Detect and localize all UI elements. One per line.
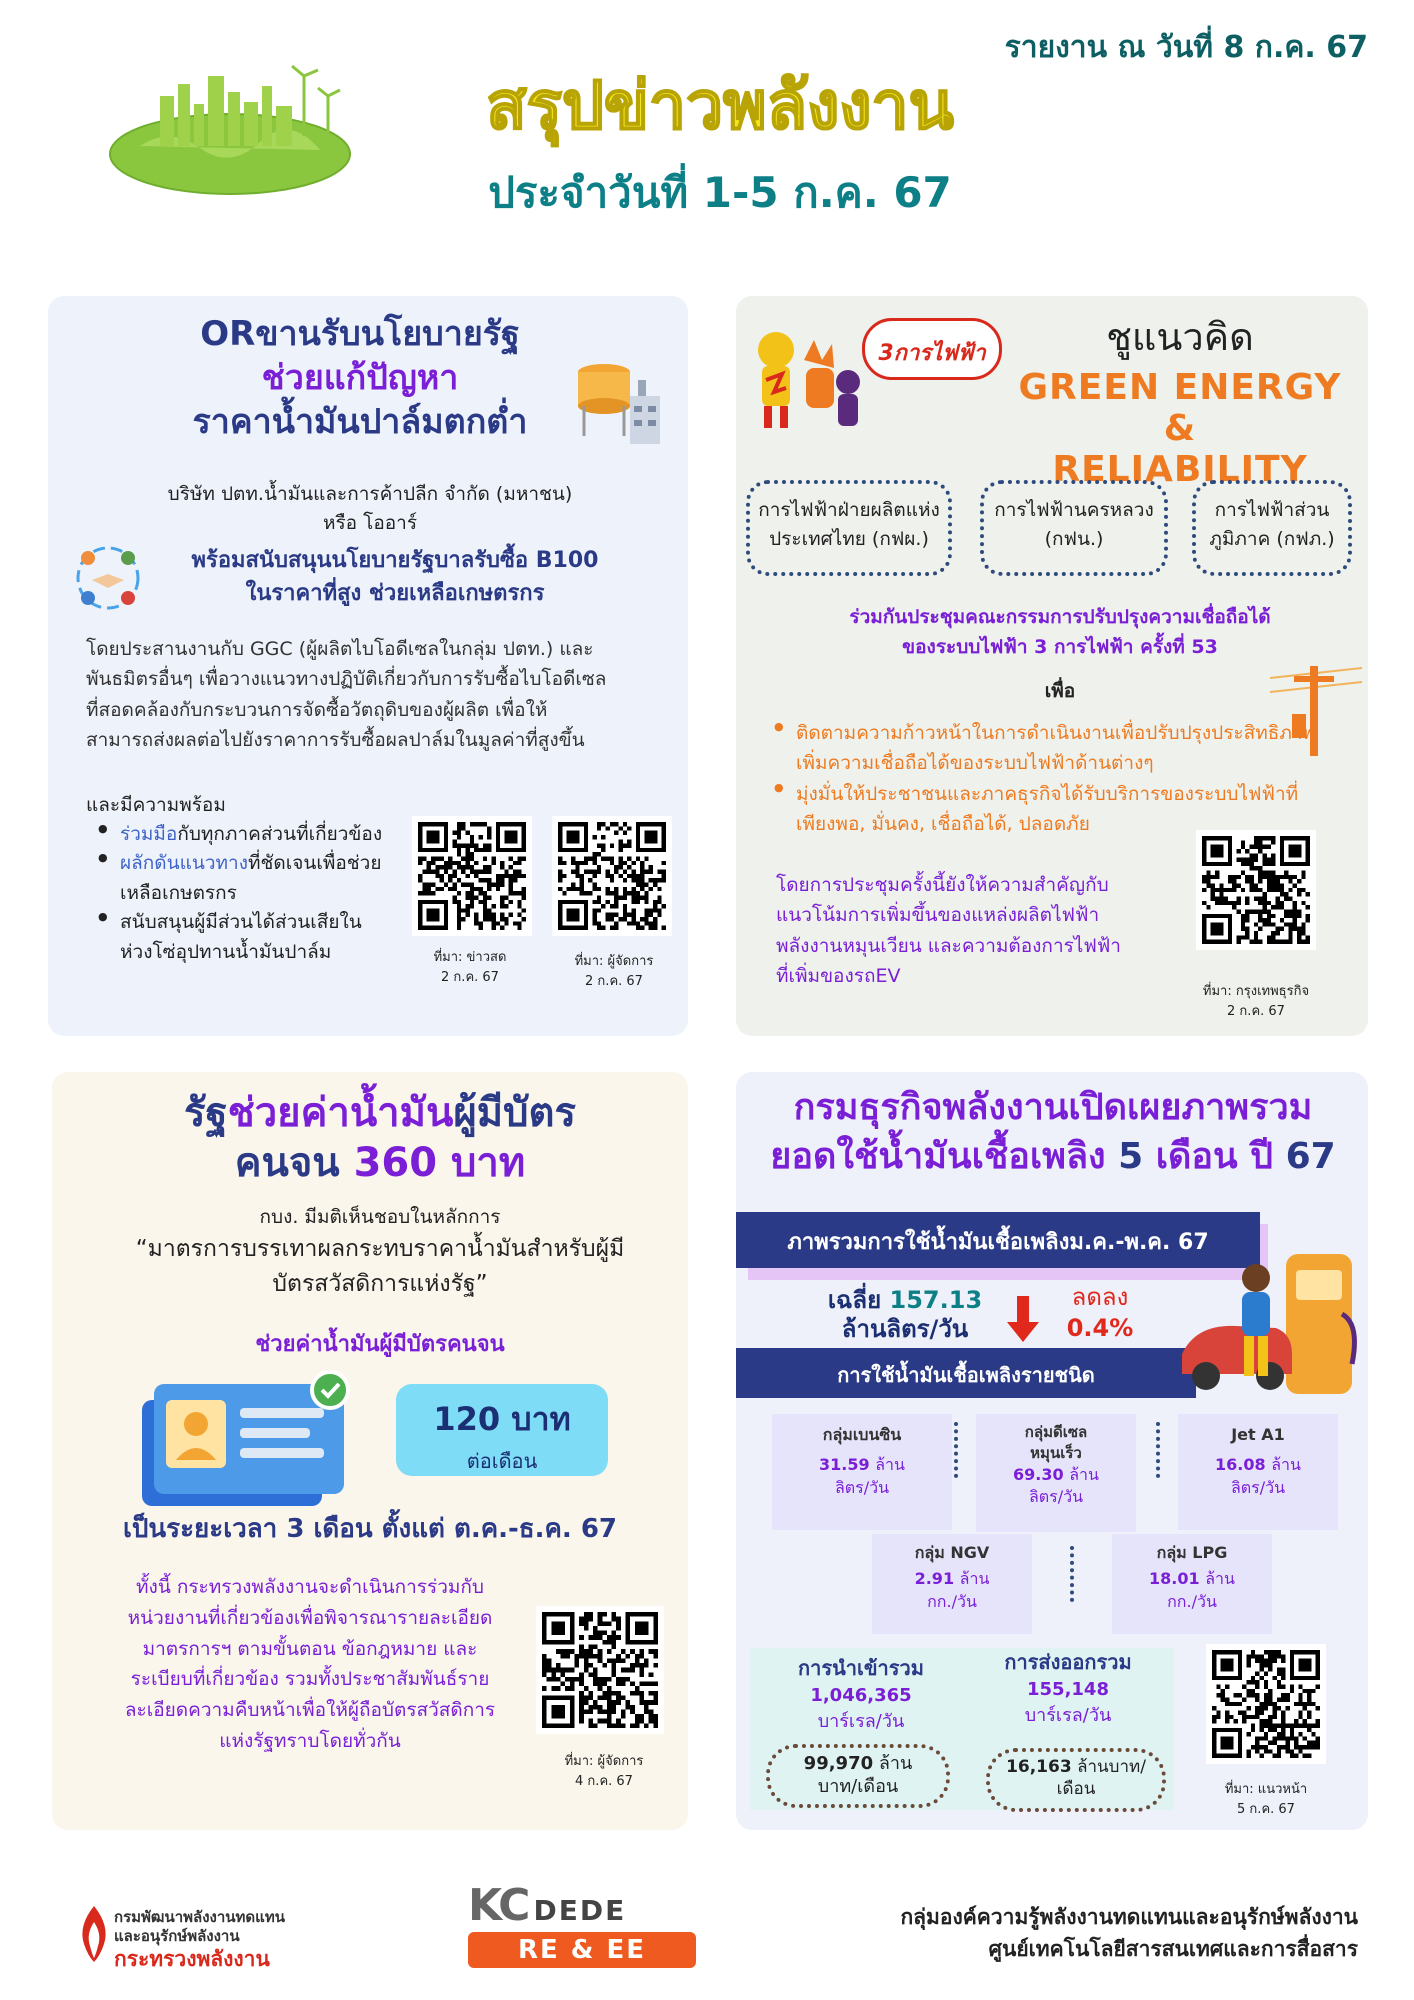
import-money-box (766, 1744, 950, 1808)
import-money-unit1: ล้าน (878, 1753, 913, 1774)
or-bullet-1-text: กับทุกภาคส่วนที่เกี่ยวข้อง (177, 823, 383, 845)
or-source-2 (544, 952, 684, 991)
or-bullet-1 (94, 820, 390, 849)
ministry-name: กระทรวงพลังงาน (114, 1946, 270, 1971)
or-company (100, 480, 640, 539)
or-bullet-list (94, 820, 390, 967)
refinery-tank-icon (572, 356, 668, 452)
green-note-line3: พลังงานหมุนเวียน และความต้องการไฟฟ้า (776, 934, 1121, 957)
diesel-card (976, 1414, 1136, 1532)
qr-code-manager-1[interactable] (552, 816, 672, 936)
welfare-source (534, 1752, 674, 1791)
or-paragraph-line4: สามารถส่งผลต่อไปยังราคาการรับซื้อผลปาล์มในมูลค่าที่สูงขึ้น (86, 729, 585, 752)
welfare-measure-line2: บัตรสวัสดิการแห่งรัฐ” (272, 1270, 488, 1297)
green-bullet-2: ● มุ่งมั่นให้ประชาชนและภาคธุรกิจได้รับบริการของระบบไฟฟ้าที่เพียงพอ, มั่นคง, เชื่อถือได้, ปลอดภัย (770, 779, 1336, 840)
import-money: 99,970 (803, 1753, 874, 1774)
green-note (776, 870, 1176, 992)
or-paragraph (86, 634, 666, 756)
kc-logo-bar (468, 1932, 696, 1968)
or-title-line1: ORขานรับนโยบายรัฐ (200, 314, 520, 354)
welfare-title2-b: 360 (353, 1140, 438, 1186)
lpg-unit1: ล้าน (1205, 1569, 1235, 1589)
egat-box (746, 480, 952, 576)
welfare-approve-line: กบง. มีมติเห็นชอบในหลักการ (259, 1206, 501, 1228)
footer-group: กลุ่มองค์ความรู้พลังงานทดแทนและอนุรักษ์พลังงาน (900, 1905, 1358, 1929)
decrease-value: 0.4% (1066, 1314, 1134, 1343)
lpg-label: กลุ่ม LPG (1156, 1543, 1228, 1562)
import-unit: บาร์เรล/วัน (817, 1711, 905, 1733)
report-date: รายงาน ณ วันที่ 8 ก.ค. 67 (1004, 30, 1368, 65)
three-utilities-badge-text: 3การไฟฟ้า (878, 341, 986, 366)
welfare-note (90, 1572, 530, 1757)
welfare-title-line2 (110, 1138, 650, 1188)
welfare-help-label: ช่วยค่าน้ำมันผู้มีบัตรคนจน (255, 1332, 505, 1357)
green-note-line2: แนวโน้มการเพิ่มขึ้นของแหล่งผลิตไฟฟ้า (776, 904, 1100, 927)
mea-box (980, 480, 1168, 576)
or-source-2-label: ที่มา: ผู้จัดการ (574, 954, 654, 969)
kc-logo-kc: KC (468, 1880, 529, 1931)
export-unit: บาร์เรล/วัน (1024, 1705, 1112, 1727)
green-bullet-list (770, 718, 1336, 840)
or-paragraph-line1: โดยประสานงานกับ GGC (ผู้ผลิตไบโอดีเซลในกลุ่ม ปตท.) และ (86, 638, 594, 660)
import-label: การนำเข้ารวม (798, 1656, 924, 1680)
green-title-line1: ชูแนวคิด (1106, 315, 1254, 359)
export-money: 16,163 (1006, 1757, 1072, 1777)
fuel-title-line1: กรมธุรกิจพลังงานเปิดเผยภาพรวม (793, 1087, 1313, 1128)
welfare-note-line3: มาตรการฯ ตามขั้นตอน ข้อกฎหมาย และ (142, 1637, 478, 1660)
or-title-line3: ราคาน้ำมันปาล์มตกต่ำ (192, 402, 528, 443)
or-highlight-line2: ในราคาที่สูง ช่วยเหลือเกษตรกร (245, 581, 545, 606)
or-source-1 (400, 948, 540, 987)
ngv-card (872, 1534, 1032, 1634)
ministry-flame-logo-icon (74, 1904, 114, 1964)
mascots-icon (746, 320, 866, 440)
dede-line2: และอนุรักษ์พลังงาน (114, 1926, 240, 1945)
diesel-unit1: ล้าน (1069, 1465, 1099, 1484)
page-subtitle: ประจำวันที่ 1-5 ก.ค. 67 (488, 168, 952, 217)
ngv-unit2: กก./วัน (927, 1591, 977, 1611)
egat-line2: ประเทศไทย (กฟผ.) (769, 528, 929, 551)
three-utilities-badge (862, 318, 1002, 380)
green-note-line4: ที่เพิ่มของรถEV (776, 965, 901, 988)
qr-pattern (1212, 1650, 1320, 1758)
or-title-line2: ช่วยแก้ปัญหา (261, 358, 459, 399)
export-block (968, 1648, 1168, 1729)
overview-bar-text: ภาพรวมการใช้น้ำมันเชื้อเพลิงม.ค.-พ.ค. 67 (787, 1230, 1209, 1255)
decrease (1040, 1282, 1160, 1344)
green-source (1176, 982, 1336, 1021)
welfare-title-line1 (110, 1088, 650, 1138)
page-title: สรุปข่าวพลังงาน (486, 67, 954, 144)
meeting-line1: ร่วมกันประชุมคณะกรรมการปรับปรุงความเชื่อถือได้ (849, 606, 1271, 628)
or-bullet-1-highlight: ร่วมมือ (120, 823, 178, 845)
or-paragraph-line2: พันธมิตรอื่นๆ เพื่อวางแนวทางปฏิบัติเกี่ยวกับการรับซื้อไบโอดีเซล (86, 668, 607, 691)
or-bullet-2 (94, 849, 390, 908)
welfare-note-line2: หน่วยงานที่เกี่ยวข้องเพื่อพิจารณารายละเอียด (127, 1606, 493, 1629)
fuel-source-date: 5 ก.ค. 67 (1237, 1801, 1295, 1817)
or-company-line2: หรือ โออาร์ (322, 512, 418, 535)
welfare-period: เป็นระยะเวลา 3 เดือน ตั้งแต่ ต.ค.-ธ.ค. 67 (122, 1514, 618, 1544)
welfare-title-c: ผู้มีบัตร (453, 1090, 576, 1136)
green-source-date: 2 ก.ค. 67 (1227, 1003, 1285, 1019)
qr-code-naewna[interactable] (1206, 1644, 1326, 1764)
welfare-amount-box (396, 1384, 608, 1476)
fuel-title-line2 (748, 1133, 1358, 1182)
jet-card (1178, 1414, 1338, 1530)
welfare-title2-a: คนจน (234, 1140, 354, 1186)
green-note-line1: โดยการประชุมครั้งนี้ยังให้ความสำคัญกับ (776, 874, 1109, 896)
diesel-value: 69.30 (1013, 1465, 1064, 1484)
qr-code-khaosod[interactable] (412, 816, 532, 936)
diesel-unit2: ลิตร/วัน (1028, 1487, 1084, 1507)
fuel-title-2c: เดือน ปี (1143, 1135, 1286, 1177)
or-bullet-2-text: ที่ชัดเจนเพื่อช่วยเหลือเกษตรกร (120, 852, 382, 904)
gasoline-value: 31.59 (819, 1455, 870, 1475)
gasoline-label: กลุ่มเบนซิน (822, 1425, 902, 1444)
welfare-source-label: ที่มา: ผู้จัดการ (564, 1754, 644, 1769)
gasoline-unit1: ล้าน (875, 1455, 905, 1475)
or-news-title (110, 312, 610, 445)
gasoline-unit2: ลิตร/วัน (834, 1477, 890, 1497)
lpg-card (1112, 1534, 1272, 1634)
ngv-label: กลุ่ม NGV (914, 1543, 990, 1562)
gasoline-card (772, 1414, 952, 1530)
dede-line1: กรมพัฒนาพลังงานทดแทน (114, 1908, 285, 1926)
kc-logo-reee: RE & EE (517, 1935, 647, 1965)
fuel-divider-2 (1156, 1422, 1160, 1478)
purpose-label: เพื่อ (1044, 680, 1076, 702)
import-block (756, 1654, 966, 1735)
dede-logo (114, 1908, 285, 1972)
or-bullet-3: ● สนับสนุนผู้มีส่วนได้ส่วนเสียในห่วงโซ่อุปทานน้ำมันปาล์ม (94, 908, 390, 967)
or-paragraph-line3: ที่สอดคล้องกับกระบวนการจัดซื้อวัตถุดิบของผู้ผลิต เพื่อให้ (86, 698, 548, 721)
kc-logo-top (468, 1880, 708, 1931)
export-money-box (986, 1748, 1166, 1812)
or-ready-label: และมีความพร้อม (86, 794, 226, 816)
welfare-amount: 120 บาท (433, 1400, 571, 1438)
ngv-value: 2.91 (914, 1569, 955, 1589)
welfare-note-line1: ทั้งนี้ กระทรวงพลังงานจะดำเนินการร่วมกับ (136, 1576, 484, 1598)
gas-station-car-icon (1176, 1244, 1362, 1404)
kc-dede-logo (468, 1880, 708, 1972)
lpg-unit2: กก./วัน (1167, 1591, 1217, 1611)
qr-code-manager-2[interactable] (536, 1606, 664, 1734)
welfare-title (110, 1088, 650, 1188)
jet-value: 16.08 (1215, 1455, 1266, 1475)
meeting-text (760, 602, 1360, 663)
qr-pattern (542, 1612, 658, 1728)
fuel-title-2b: 5 (1118, 1135, 1144, 1177)
fuel-divider-3 (1070, 1546, 1074, 1602)
by-type-bar (736, 1348, 1196, 1398)
fuel-source-label: ที่มา: แนวหน้า (1224, 1782, 1308, 1797)
green-energy-title (1000, 306, 1360, 490)
qr-pattern (558, 822, 666, 930)
welfare-title-b: ช่วยค่าน้ำมัน (227, 1090, 454, 1136)
import-value: 1,046,365 (810, 1685, 912, 1706)
id-card-icon (136, 1370, 366, 1510)
export-money-unit1: ล้านบาท/ (1077, 1757, 1146, 1777)
fuel-title-2a: ยอดใช้น้ำมันเชื้อเพลิง (770, 1135, 1119, 1177)
qr-pattern (418, 822, 526, 930)
import-money-line (770, 1752, 946, 1775)
or-bullet-2-highlight: ผลักดันแนวทาง (120, 852, 248, 875)
or-source-1-label: ที่มา: ข่าวสด (433, 950, 507, 965)
diesel-label-1: กลุ่มดีเซล (1024, 1423, 1088, 1441)
avg-usage (800, 1286, 1010, 1344)
export-money-line (990, 1756, 1162, 1778)
welfare-note-line4: ระเบียบที่เกี่ยวข้อง รวมทั้งประชาสัมพันธ์ราย (130, 1668, 490, 1691)
lpg-value-line (1112, 1568, 1272, 1590)
import-money-unit2: บาท/เดือน (817, 1776, 899, 1798)
qr-code-bangkokbiz[interactable] (1196, 830, 1316, 950)
qr-pattern (1202, 836, 1310, 944)
fuel-source (1186, 1780, 1346, 1819)
welfare-note-line5: ละเอียดความคืบหน้าเพื่อให้ผู้ถือบัตรสวัสดิการ (124, 1699, 496, 1722)
fuel-divider-1 (954, 1422, 958, 1478)
meeting-line2: ของระบบไฟฟ้า 3 การไฟฟ้า ครั้งที่ 53 (902, 636, 1218, 659)
decrease-label: ลดลง (1071, 1283, 1129, 1311)
handshake-team-icon (70, 540, 146, 616)
diesel-value-line (976, 1464, 1136, 1486)
jet-value-line (1178, 1454, 1338, 1476)
green-title-line3: RELIABILITY (1052, 449, 1308, 490)
welfare-measure (90, 1232, 670, 1301)
or-source-1-date: 2 ก.ค. 67 (441, 969, 499, 985)
gasoline-value-line (772, 1454, 952, 1476)
pea-box (1192, 480, 1352, 576)
export-label: การส่งออกรวม (1004, 1650, 1132, 1674)
avg-prefix: เฉลี่ย (827, 1286, 890, 1314)
export-value: 155,148 (1027, 1679, 1109, 1700)
welfare-title-a: รัฐ (184, 1090, 228, 1136)
by-type-bar-text: การใช้น้ำมันเชื้อเพลิงรายชนิด (837, 1363, 1095, 1387)
welfare-note-line6: แห่งรัฐทราบโดยทั่วกัน (219, 1729, 401, 1752)
footer-org (900, 1902, 1358, 1965)
green-bullet-1: ● ติดตามความก้าวหน้าในการดำเนินงานเพื่อปรับปรุงประสิทธิภาพ เพิ่มความเชื่อถือได้ของระบบไฟฟ้าด้านต่างๆ (770, 718, 1336, 779)
down-arrow-icon (1006, 1294, 1040, 1344)
or-highlight-line1: พร้อมสนับสนุนนโยบายรัฐบาลรับซื้อ B100 (191, 548, 599, 573)
ngv-unit1: ล้าน (959, 1569, 990, 1589)
jet-label: Jet A1 (1231, 1425, 1285, 1444)
green-title-line2: GREEN ENERGY & (1018, 367, 1342, 449)
fuel-title (748, 1084, 1358, 1181)
avg-unit: ล้านลิตร/วัน (841, 1314, 969, 1343)
mea-line2: (กฟน.) (1044, 528, 1104, 551)
or-source-2-date: 2 ก.ค. 67 (585, 973, 643, 989)
green-source-label: ที่มา: กรุงเทพธุรกิจ (1202, 984, 1310, 999)
pea-line1: การไฟฟ้าส่วน (1214, 499, 1330, 521)
welfare-measure-line1: “มาตรการบรรเทาผลกระทบราคาน้ำมันสำหรับผู้มี (135, 1236, 625, 1262)
jet-unit2: ลิตร/วัน (1230, 1477, 1286, 1497)
avg-usage-line (800, 1286, 1010, 1315)
jet-unit1: ล้าน (1271, 1455, 1301, 1475)
fuel-title-2d: 67 (1285, 1135, 1336, 1177)
avg-value: 157.13 (889, 1286, 983, 1314)
lpg-value: 18.01 (1149, 1569, 1200, 1589)
kc-logo-dede: DEDE (533, 1894, 627, 1927)
welfare-title2-c: บาท (437, 1140, 526, 1186)
mea-line1: การไฟฟ้านครหลวง (994, 499, 1154, 521)
or-highlight (140, 544, 650, 610)
or-company-line1: บริษัท ปตท.น้ำมันและการค้าปลีก จำกัด (มหาชน) (167, 483, 573, 505)
egat-line1: การไฟฟ้าฝ่ายผลิตแห่ง (758, 499, 940, 521)
ngv-value-line (872, 1568, 1032, 1590)
welfare-per-month: ต่อเดือน (466, 1449, 538, 1473)
welfare-source-date: 4 ก.ค. 67 (575, 1773, 633, 1789)
export-money-unit2: เดือน (1056, 1779, 1096, 1800)
footer-center: ศูนย์เทคโนโลยีสารสนเทศและการสื่อสาร (988, 1936, 1358, 1961)
diesel-label-2: หมุนเร็ว (1030, 1444, 1082, 1462)
green-globe-city-icon (100, 56, 360, 196)
pea-line2: ภูมิภาค (กฟภ.) (1209, 528, 1335, 551)
